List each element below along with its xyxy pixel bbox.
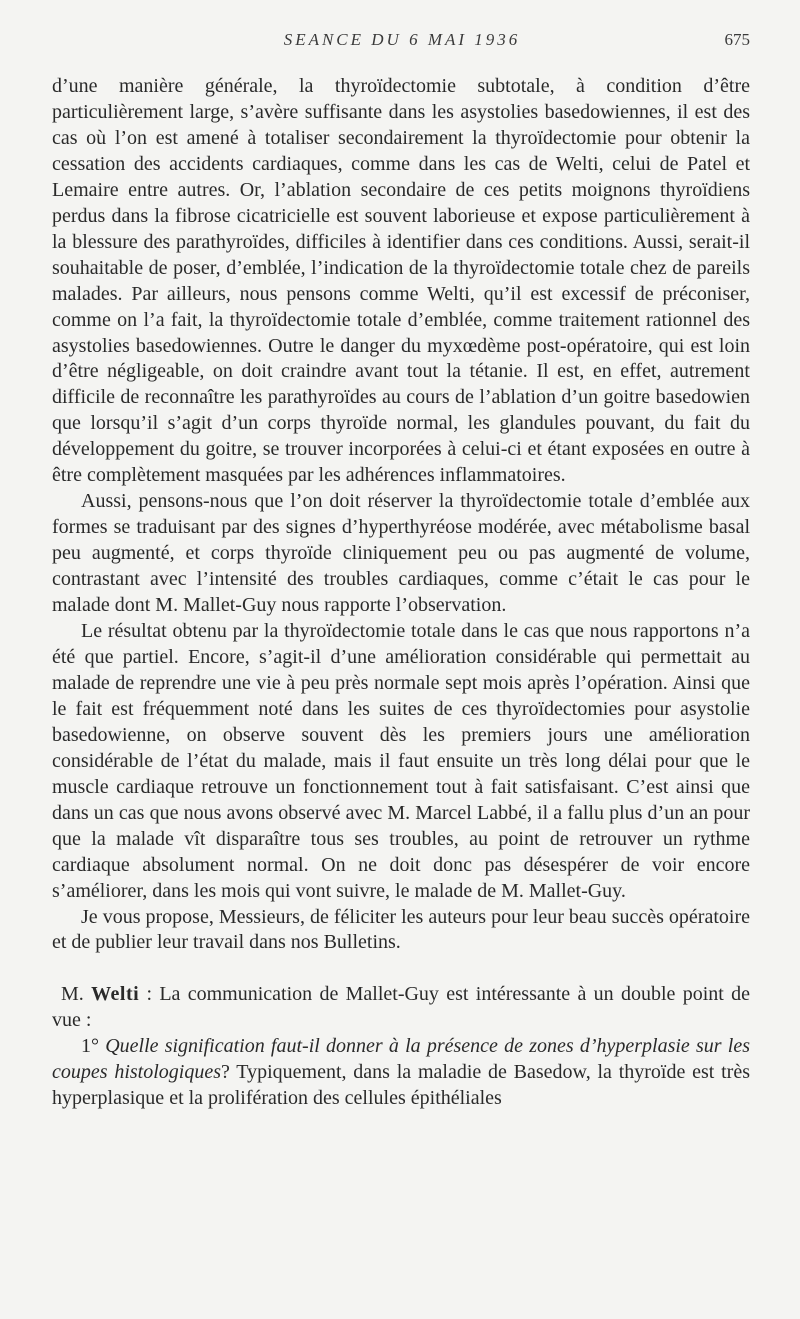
point-question: Quelle signification faut-il donner à la présence de zones d’hyperplasie sur les coupes histologiques [52,1035,750,1084]
question-mark: ? [220,1061,230,1084]
paragraph-total-thyroidectomy: Aussi, pensons-nous que l’on doit réserver la thyroïdectomie totale d’emblée aux formes se traduisant par des signes d’hyperthyréose modérée, avec métabolisme basal peu augmenté, et corps thyroïde cliniquement peu ou pas augmenté de volume, contrastant avec l’intensité des troubles cardiaques, comme c’était le cas pour le malade dont M. Mallet-Guy nous rapporte l’observation. [52,490,750,617]
point-number: 1° [81,1035,99,1058]
running-title: SEANCE DU 6 MAI 1936 [283,30,521,49]
page-number: 675 [724,30,750,49]
body-text [52,74,750,1112]
point-answer: Typiquement, dans la maladie de Basedow, la thyroïde est très hyperplasique et la prolifération des cellules épithéliales [52,1061,750,1110]
speaker-name: Welti [91,983,140,1006]
discussion-intro-text: : La communication de Mallet-Guy est intéressante à un double point de vue : [52,983,750,1032]
paragraph-continuation: d’une manière générale, la thyroïdectomie subtotale, à condition d’être particulièrement large, s’avère suffisante dans les asystolies basedowiennes, il est des cas où l’on est amené à totaliser secondairement la thyroïdectomie pour obtenir la cessation des accidents cardiaques, comme dans les cas de Welti, celui de Patel et Lemaire entre autres. Or, l’ablation secondaire de ces petits moignons thyroïdiens perdus dans la fibrose cicatricielle est souvent laborieuse et expose particulièrement à la blessure des parathyroïdes, difficiles à identifier dans ces conditions. Aussi, serait-il souhaitable de poser, d’emblée, l’indication de la thyroïdectomie totale chez de pareils malades. Par ailleurs, nous pensons comme Welti, qu’il est excessif de préconiser, comme on l’a fait, la thyroïdectomie totale d’emblée, comme traitement rationnel des asystolies basedowiennes. Outre le danger du myxœdème post-opératoire, qui est loin d’être négligeable, on doit craindre avant tout la tétanie. Il est, en effet, autrement difficile de reconnaître les parathyroïdes au cours de l’ablation d’un goitre basedowien que lorsqu’il s’agit d’un corps thyroïde normal, les glandules pouvant, du fait du développement du goitre, se trouver incorporées à celui-ci et étant exposées en outre à être complètement masquées par les adhérences inflammatoires. [52,75,750,487]
paragraph-result: Le résultat obtenu par la thyroïdectomie totale dans le cas que nous rapportons n’a été que partiel. Encore, s’agit-il d’une amélioration considérable qui permettait au malade de reprendre une vie à peu près normale sept mois après l’opération. Ainsi que le fait est fréquemment noté dans les suites de ces thyroïdectomies pour asystolie basedowienne, on observe souvent dès les premiers jours une amélioration considérable de l’état du malade, mais il faut ensuite un très long délai pour que le muscle cardiaque retrouve un fonctionnement tout à fait satisfaisant. C’est ainsi que dans un cas que nous avons observé avec M. Marcel Labbé, il a fallu plus d’un an pour que la malade vît disparaître tous ses troubles, au point de retrouver un rythme cardiaque absolument normal. On ne doit donc pas désespérer de voir encore s’améliorer, dans les mois qui vont suivre, le malade de M. Mallet-Guy. [52,620,750,902]
discussion-intro [52,982,750,1034]
paragraph-conclusion: Je vous propose, Messieurs, de féliciter les auteurs pour leur beau succès opératoire et de publier leur travail dans nos Bulletins. [52,905,750,954]
speaker-prefix: M. [61,983,84,1006]
discussion-point-1 [52,1034,750,1112]
running-head [52,30,752,56]
